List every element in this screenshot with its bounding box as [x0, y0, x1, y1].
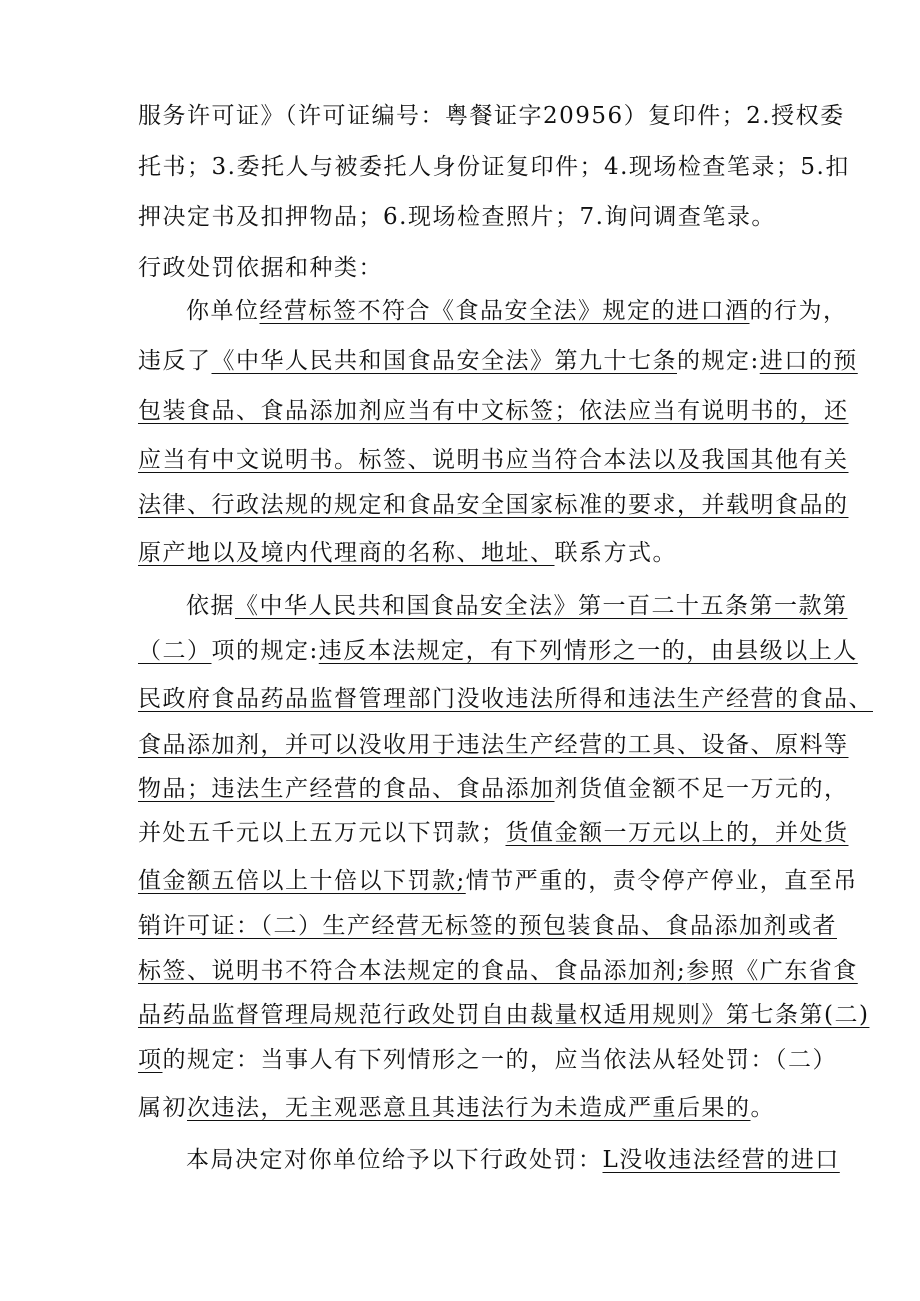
section-heading	[138, 253, 383, 283]
text-segment: 。	[750, 1095, 775, 1121]
text-segment: 并处五千元以上五万元以下罚款；	[138, 820, 506, 846]
text-segment: 押决定书及扣押物品；6.现场检查照片；7.询问调查笔录。	[138, 204, 776, 230]
text-line	[138, 445, 849, 475]
text-segment: 依据	[186, 593, 235, 619]
text-segment: 你单位	[186, 298, 260, 324]
underlined-segment: 应当有中文说明书。标签、说明书应当符合本法以及我国其他有关	[138, 447, 849, 473]
text-segment: 联系方式。	[554, 540, 677, 566]
text-segment: 本局决定对你单位给予以下行政处罚：	[186, 1147, 603, 1173]
underlined-segment: L没收违法经营的进口	[602, 1147, 840, 1173]
text-line	[138, 730, 849, 760]
text-line	[138, 774, 849, 804]
text-line	[138, 538, 677, 568]
text-segment: 的规定：当事人有下列情形之一的，应当依法从轻处罚：（二）	[162, 1047, 837, 1073]
text-line	[138, 101, 845, 131]
underlined-segment: 包装食品、食品添加剂应当有中文标签；依法应当有说明书的，还	[138, 398, 849, 424]
underlined-segment: 经营标签不符合《食品安全法》规定的进口酒	[259, 298, 750, 324]
underlined-segment: 法律、行政法规的规定和食品安全国家标准的要求，并载明食品的	[138, 492, 849, 518]
underlined-segment: 进口的预	[759, 348, 858, 374]
underlined-segment: 项	[138, 1047, 163, 1073]
underlined-segment: 次违法，无主观恶意且其违法行为未造成严重后果的	[187, 1095, 751, 1121]
paragraph-start-line	[186, 296, 848, 326]
text-line	[138, 396, 849, 426]
text-segment: 违反了	[138, 348, 212, 374]
text-segment: 情节严重的，责令停产停业，直至吊	[465, 868, 858, 894]
text-line	[138, 911, 837, 941]
underlined-segment: 违反本法规定，有下列情形之一的，由县级以上人	[318, 638, 858, 664]
text-segment: 托书；3.委托人与被委托人身份证复印件；4.现场检查笔录；5.扣	[138, 154, 850, 180]
text-line	[138, 152, 850, 182]
text-segment: 属初	[138, 1095, 187, 1121]
text-line	[138, 202, 776, 232]
paragraph-start-line	[186, 1145, 840, 1175]
underlined-segment: 物品；违法生产经营的食品、食品添加	[138, 776, 555, 802]
underlined-segment: 标签、说明书不符合本法规定的食品、食品添加剂;	[138, 958, 687, 984]
text-segment: 的规定:	[677, 348, 760, 374]
text-line	[138, 346, 858, 376]
text-line	[138, 956, 858, 986]
underlined-segment: 货值金额一万元以上的，并处货	[505, 820, 849, 846]
paragraph-start-line	[186, 591, 848, 621]
text-segment: 剂货值金额不足一万元的，	[554, 776, 849, 802]
text-line	[138, 866, 858, 896]
text-line	[138, 636, 858, 666]
underlined-segment: （二）	[138, 638, 212, 664]
underlined-segment: 销许可证：（二）生产经营无标签的预包装食品、食品添加剂或者	[138, 913, 837, 939]
underlined-segment: 《中华人民共和国食品安全法》第一百二十五条第一款第	[235, 593, 848, 619]
text-segment: 行政处罚依据和种类：	[138, 255, 383, 281]
text-segment: 服务许可证》（许可证编号：粤餐证字20956）复印件；2.授权委	[138, 103, 845, 129]
text-line	[138, 490, 849, 520]
text-segment: 项的规定:	[211, 638, 319, 664]
underlined-segment: 品药品监督管理局规范行政处罚自由裁量权适用规则》第七条第(二)	[138, 1002, 870, 1028]
text-segment: 的行为，	[749, 298, 848, 324]
text-line	[138, 1045, 837, 1075]
text-line	[138, 684, 873, 714]
underlined-segment: 民政府食品药品监督管理部门没收违法所得和违法生产经营的食品、	[138, 686, 873, 712]
underlined-segment: 值金额五倍以上十倍以下罚款;	[138, 868, 466, 894]
text-line	[138, 1000, 869, 1030]
underlined-segment: 参照《广东省食	[686, 958, 858, 984]
underlined-segment: 原产地以及境内代理商的名称、地址、	[138, 540, 555, 566]
underlined-segment: 食品添加剂，并可以没收用于违法生产经营的工具、设备、原料等	[138, 732, 849, 758]
underlined-segment: 《中华人民共和国食品安全法》第九十七条	[211, 348, 677, 374]
text-line	[138, 818, 849, 848]
text-line	[138, 1093, 775, 1123]
